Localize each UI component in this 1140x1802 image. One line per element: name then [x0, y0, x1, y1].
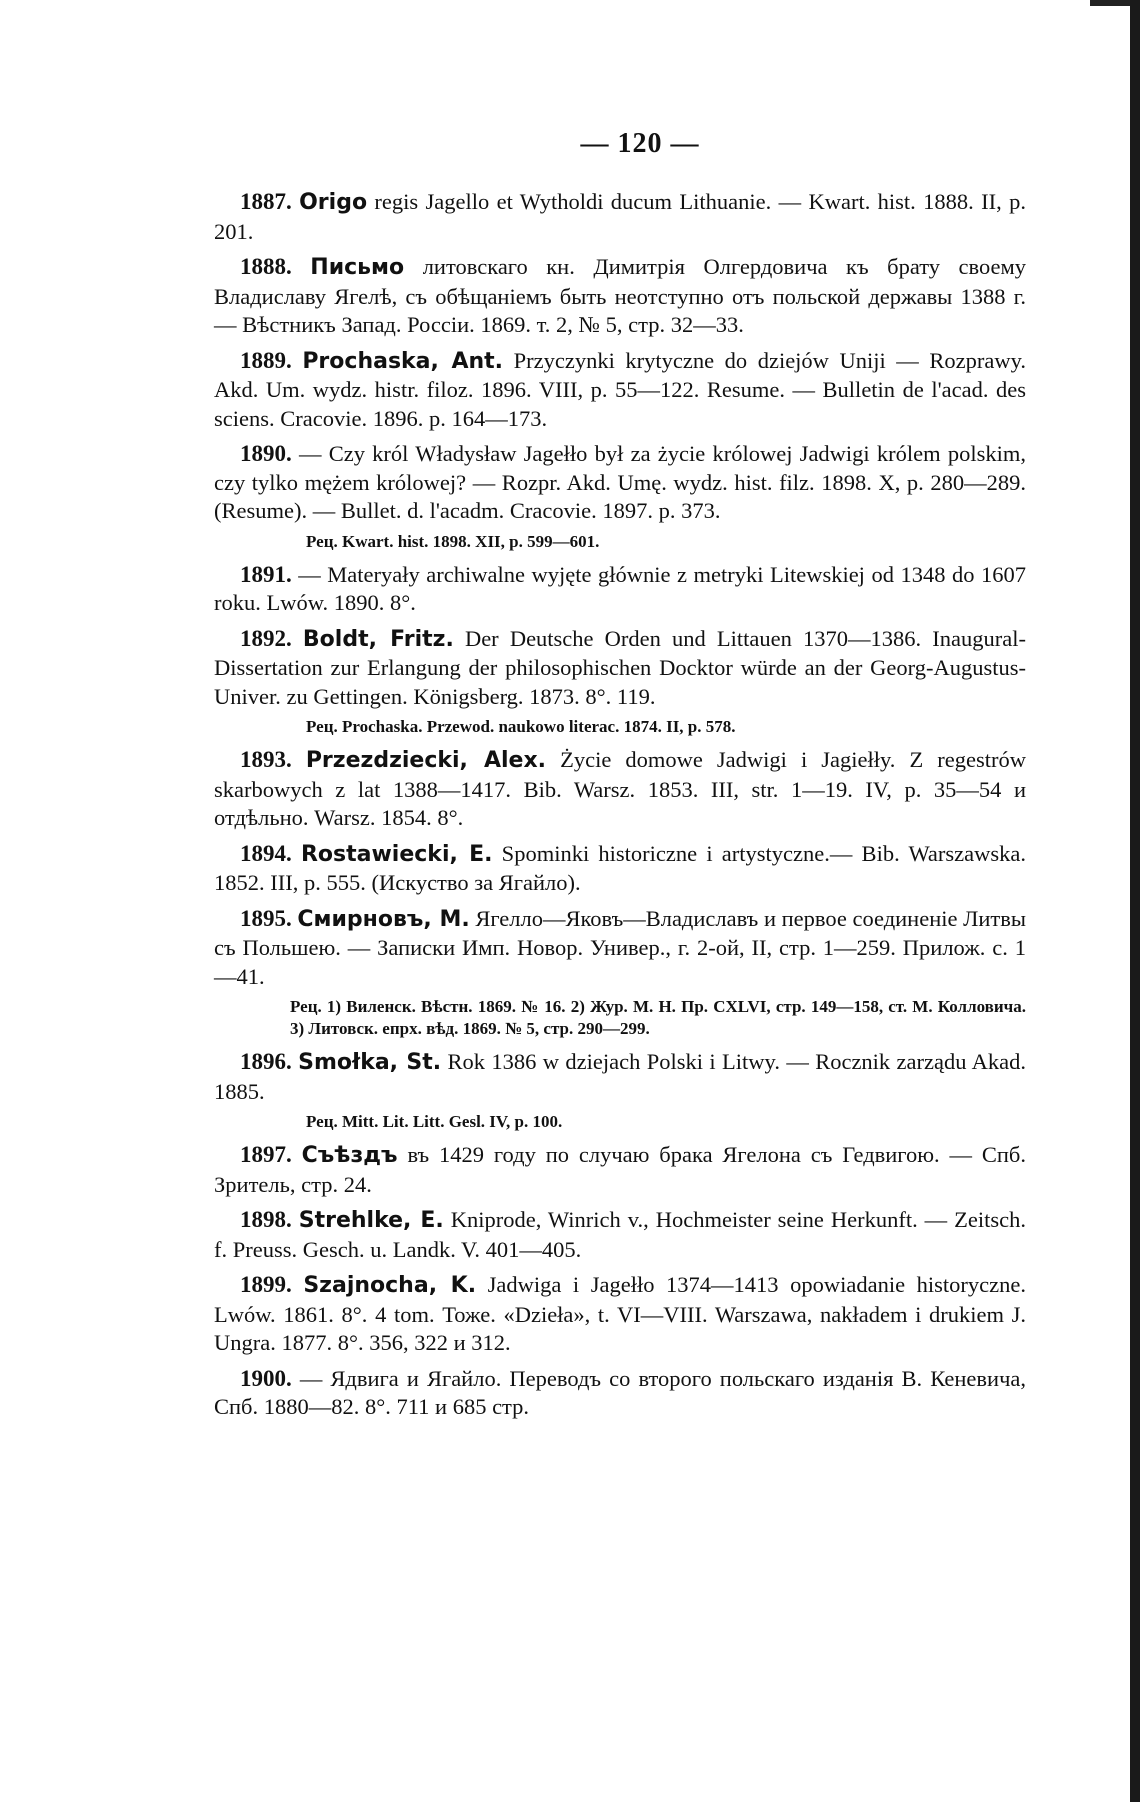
entry-1890	[214, 440, 1026, 526]
review-1895: Рец. 1) Виленск. Вѣстн. 1869. № 16. 2) Жур. М. Н. Пр. CXLVI, стр. 149—158, ст. М. Колловича. 3) Литовск. епрх. вѣд. 1869. № 5, стр. 290—299.	[290, 997, 1026, 1038]
page-number: — 120 —	[580, 128, 700, 159]
entry-1891	[214, 561, 1026, 618]
entry-number: 1892.	[240, 625, 292, 651]
entry-author: Szajnocha, K.	[303, 1273, 477, 1298]
entry-number: 1890.	[240, 441, 292, 466]
entry-1888	[214, 253, 1026, 340]
entry-number: 1891.	[240, 561, 292, 587]
entry-1896	[214, 1048, 1026, 1106]
entry-author: Смирновъ, М.	[297, 906, 470, 932]
entry-number: 1896.	[240, 1049, 292, 1074]
entry-1895	[214, 905, 1026, 992]
entry-number: 1895.	[240, 905, 292, 931]
entry-text: Życie domowe Jadwigi i Jagiełły. Z regestrów skarbowych z lat 1388—1417. Bib. Warsz. 1853. III, str. 1—19. IV, p. 35—54 и отдѣльно. Warsz. 1854. 8°.	[214, 747, 1026, 830]
entry-number: 1894.	[240, 840, 292, 866]
review-1890: Рец. Kwart. hist. 1898. XII, p. 599—601.	[306, 531, 600, 551]
entry-text: regis Jagello et Wytholdi ducum Lithuanie. — Kwart. hist. 1888. II, p. 201.	[214, 189, 1026, 244]
entry-1899	[214, 1271, 1026, 1358]
entry-number: 1897.	[240, 1142, 292, 1167]
entry-text: Rok 1386 w dziejach Polski i Litwy. — Rocznik zarządu Akad. 1885.	[214, 1049, 1026, 1104]
entry-text: Spominki historiczne i artystyczne.— Bib. Warszawska. 1852. III, p. 555. (Искуство за Ягайло).	[214, 840, 1027, 895]
entry-number: 1888.	[240, 254, 292, 279]
entry-1887	[214, 188, 1026, 246]
entry-author: Przezdziecki, Alex.	[305, 748, 547, 773]
entry-author: Boldt, Fritz.	[302, 626, 454, 652]
entry-text: Kniprode, Winrich v., Hochmeister seine Herkunft. — Zeitsch. f. Preuss. Gesch. u. Landk. V. 401—405.	[214, 1207, 1026, 1262]
entry-number: 1893.	[240, 747, 292, 772]
entry-text: Przyczynki krytyczne do dziejów Uniji — Rozprawy. Akd. Um. wydz. histr. filoz. 1896. VIII, p. 55—122. Resume. — Bulletin de l'acad. des sciens. Cracovie. 1896. p. 164—173.	[214, 347, 1026, 431]
entry-text: — Materyały archiwalne wyjęte głównie z metryki Litewskiej od 1348 do 1607 roku. Lwów. 1890. 8°.	[214, 561, 1026, 615]
entry-text: — Czy król Władysław Jagełło był za życie królowej Jadwigi królem polskim, czy tylko mężem królowej? — Rozpr. Akd. Umę. wydz. hist. filz. 1898. X, p. 280—289. (Resume). — Bullet. d. l'acadm. Cracovie. 1897. p. 373.	[214, 441, 1026, 523]
entry-text: Der Deutsche Orden und Littauen 1370—1386. Inaugural-Dissertation zur Erlangung der philosophischen Docktor würde an der Georg-Augustus-Univer. zu Gettingen. Königsberg. 1873. 8°. 119.	[214, 625, 1026, 709]
entry-author: Strehlke, E.	[298, 1208, 444, 1233]
review-1896: Рец. Mitt. Lit. Litt. Gesl. IV, p. 100.	[306, 1112, 563, 1131]
entry-1889	[214, 347, 1026, 434]
entry-author: Smołka, St.	[298, 1050, 442, 1075]
entry-1898	[214, 1206, 1026, 1264]
document-page	[214, 128, 1026, 1429]
entry-text: въ 1429 году по случаю брака Ягелона съ Гедвигою. — Спб. Зритель, стр. 24.	[214, 1142, 1027, 1197]
page-edge-shadow	[1130, 0, 1140, 1802]
entry-number: 1887.	[240, 189, 292, 214]
entry-number: 1900.	[240, 1365, 292, 1391]
review-1892: Рец. Prochaska. Przewod. naukowo literac. 1874. II, p. 578.	[306, 717, 736, 736]
entry-number: 1889.	[240, 347, 292, 373]
entry-text: литовскаго кн. Димитрія Олгердовича къ брату своему Владиславу Ягелѣ, съ обѣщаніемъ быть неотступно отъ польской державы 1388 г. — Вѣстникъ Запад. Россіи. 1869. т. 2, № 5, стр. 32—33.	[214, 254, 1026, 337]
entry-1894	[214, 840, 1026, 898]
entry-author: Съѣздъ	[301, 1143, 398, 1168]
entry-author: Письмо	[310, 255, 405, 280]
page-edge-mark	[1090, 0, 1130, 6]
entry-author: Prochaska, Ant.	[302, 348, 504, 374]
entry-text: — Ядвига и Ягайло. Переводъ со второго польскаго изданія В. Кеневича, Спб. 1880—82. 8°. 711 и 685 стр.	[214, 1365, 1026, 1419]
entry-1893	[214, 746, 1026, 833]
entry-text: Ягелло—Яковъ—Владиславъ и первое соединеніе Литвы съ Польшею. — Записки Имп. Новор. Универ., г. 2-ой, II, стр. 1—259. Прилож. с. 1—41.	[214, 905, 1026, 989]
entry-1892	[214, 625, 1026, 712]
entry-number: 1899.	[240, 1272, 292, 1297]
entry-author: Origo	[299, 190, 368, 215]
entry-author: Rostawiecki, E.	[300, 841, 493, 867]
entry-text: Jadwiga i Jagełło 1374—1413 opowiadanie historyczne. Lwów. 1861. 8°. 4 tom. Тоже. «Dzieła», t. VI—VIII. Warszawa, nakładem i drukiem J. Ungra. 1877. 8°. 356, 322 и 312.	[214, 1272, 1026, 1355]
entry-number: 1898.	[240, 1207, 292, 1232]
entry-1897	[214, 1141, 1026, 1199]
entry-1900	[214, 1365, 1026, 1422]
